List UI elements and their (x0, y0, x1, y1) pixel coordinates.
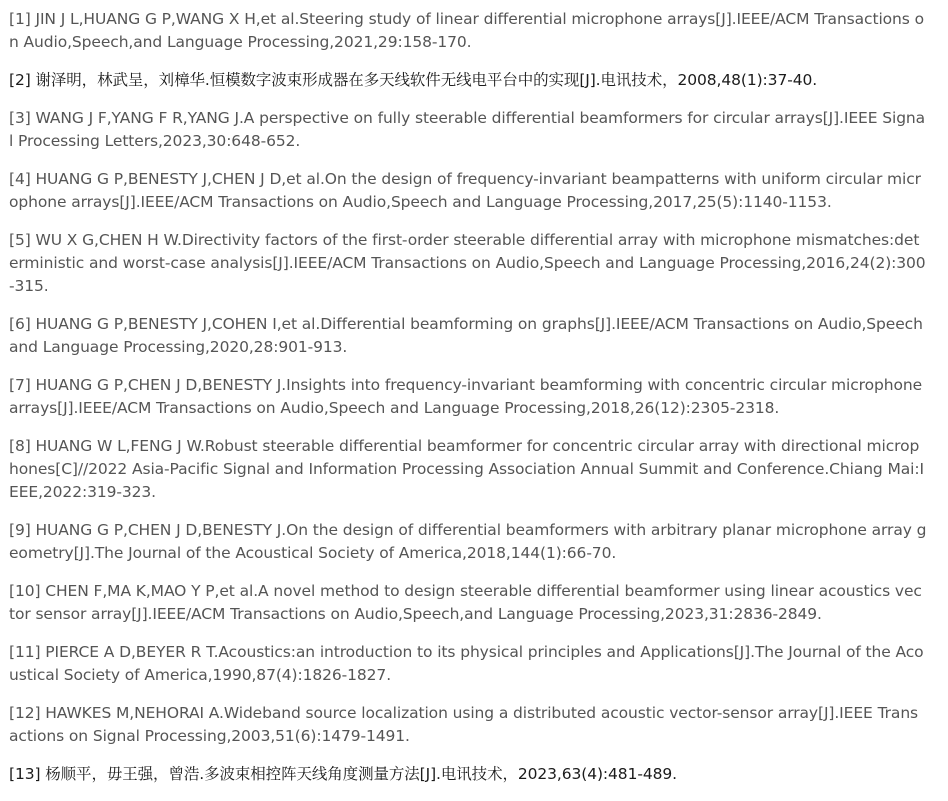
reference-item: [4] HUANG G P,BENESTY J,CHEN J D,et al.On the design of frequency-invariant beampatterns with uniform circular microphone arrays[J].IEEE/ACM Transactions on Audio,Speech and Language Processing,2017,25(5):1140-1153. (9, 170, 921, 211)
reference-item: [3] WANG J F,YANG F R,YANG J.A perspective on fully steerable differential beamformers for circular arrays[J].IEEE Signal Processing Letters,2023,30:648-652. (9, 109, 926, 150)
reference-item: [13] 杨顺平，毋王强，曾浩.多波束相控阵天线角度测量方法[J].电讯技术，2023,63(4):481-489. (9, 765, 677, 783)
reference-list (9, 8, 927, 801)
reference-item: [8] HUANG W L,FENG J W.Robust steerable differential beamformer for concentric circular array with directional microphones[C]//2022 Asia-Pacific Signal and Information Processing Association Annual Summit and Conference.Chiang Mai:IEEE,2022:319-323. (9, 437, 924, 501)
reference-item: [9] HUANG G P,CHEN J D,BENESTY J.On the design of differential beamformers with arbitrary planar microphone array geometry[J].The Journal of the Acoustical Society of America,2018,144(1):66-70. (9, 521, 927, 562)
reference-item: [11] PIERCE A D,BEYER R T.Acoustics:an introduction to its physical principles and Applications[J].The Journal of the Acoustical Society of America,1990,87(4):1826-1827. (9, 643, 924, 684)
reference-item: [12] HAWKES M,NEHORAI A.Wideband source localization using a distributed acoustic vector-sensor array[J].IEEE Transactions on Signal Processing,2003,51(6):1479-1491. (9, 704, 919, 745)
reference-item: [6] HUANG G P,BENESTY J,COHEN I,et al.Differential beamforming on graphs[J].IEEE/ACM Transactions on Audio,Speech and Language Processing,2020,28:901-913. (9, 315, 923, 356)
reference-item: [1] JIN J L,HUANG G P,WANG X H,et al.Steering study of linear differential microphone arrays[J].IEEE/ACM Transactions on Audio,Speech,and Language Processing,2021,29:158-170. (9, 10, 924, 51)
reference-item: [5] WU X G,CHEN H W.Directivity factors of the first-order steerable differential array with microphone mismatches:deterministic and worst-case analysis[J].IEEE/ACM Transactions on Audio,Speech and Language Processing,2016,24(2):300-315. (9, 231, 926, 295)
reference-item: [7] HUANG G P,CHEN J D,BENESTY J.Insights into frequency-invariant beamforming with concentric circular microphone arrays[J].IEEE/ACM Transactions on Audio,Speech and Language Processing,2018,26(12):2305-2318. (9, 376, 923, 417)
reference-item: [10] CHEN F,MA K,MAO Y P,et al.A novel method to design steerable differential beamformer using linear acoustics vector sensor array[J].IEEE/ACM Transactions on Audio,Speech,and Language Processing,2023,31:2836-2849. (9, 582, 922, 623)
reference-item: [2] 谢泽明，林武呈，刘樟华.恒模数字波束形成器在多天线软件无线电平台中的实现[J].电讯技术，2008,48(1):37-40. (9, 71, 818, 89)
